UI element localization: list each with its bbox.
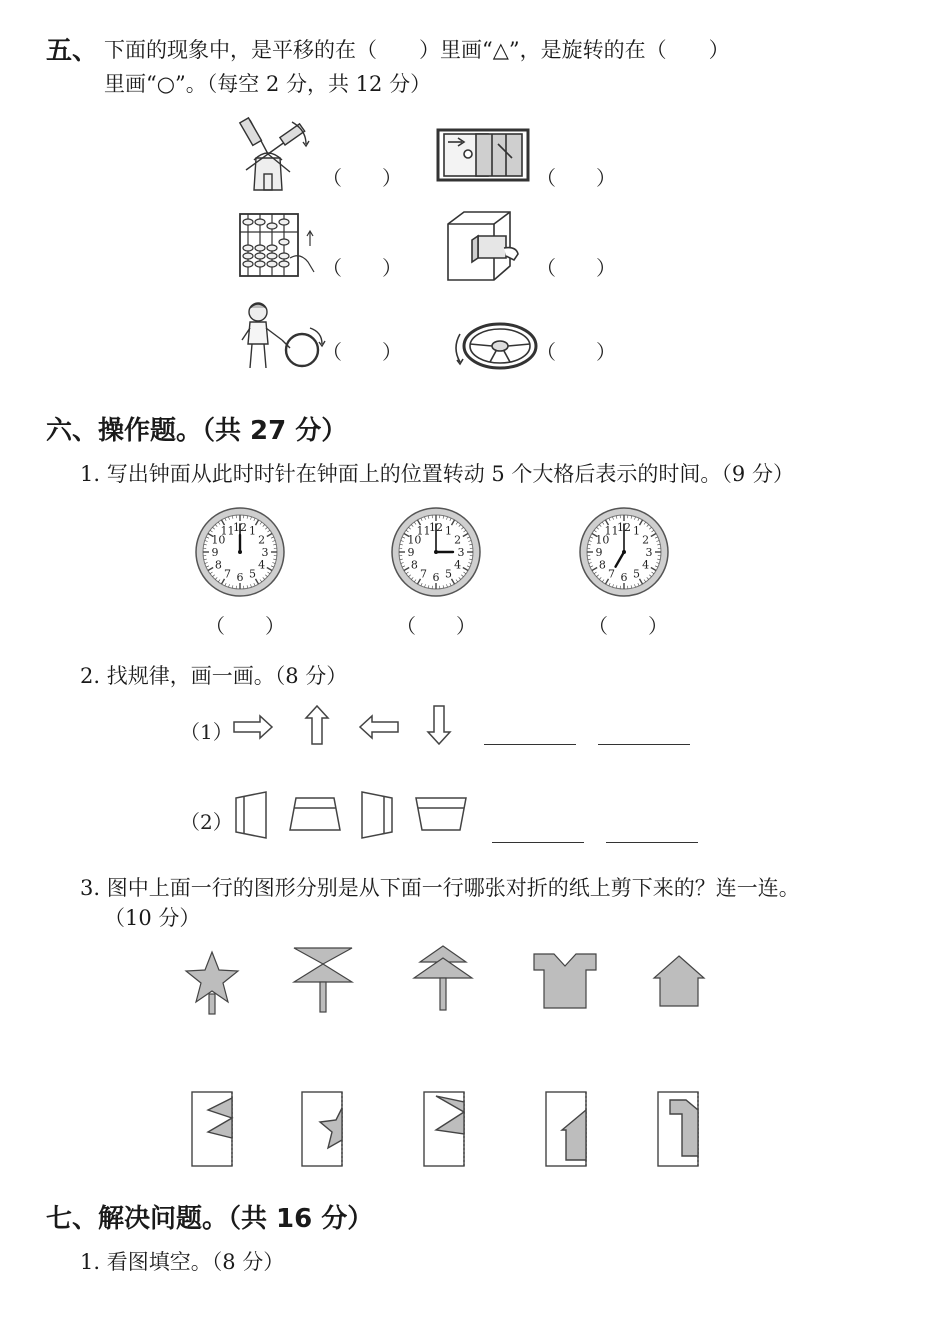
clock-number: 6 <box>620 571 628 584</box>
hourglass-tree-shape-icon[interactable] <box>292 946 354 1014</box>
section-5-instruction-line-1: 下面的现象中，是平移的在（ ）里画“△”，是旋转的在（ ） <box>104 38 730 62</box>
drawer-icon <box>444 210 524 282</box>
answer-paren[interactable]: （ ） <box>536 340 616 364</box>
trapezoid-up-icon <box>288 796 342 832</box>
clock-number: 10 <box>407 533 422 547</box>
clock-number: 12 <box>617 521 631 534</box>
clock-number: 8 <box>598 558 606 572</box>
answer-paren[interactable]: （ ） <box>322 256 402 280</box>
clock-number: 2 <box>642 533 650 547</box>
clock-number: 1 <box>445 524 452 538</box>
clock-number: 9 <box>595 546 603 559</box>
section-5-instruction-line-2: 里画“○”。（每空 2 分，共 12 分） <box>104 72 432 96</box>
clock-number: 2 <box>454 533 462 547</box>
q6-3-score: （10 分） <box>104 906 201 930</box>
clock-number: 1 <box>633 524 640 538</box>
clock-number: 11 <box>416 524 431 538</box>
clock-number: 5 <box>249 567 256 581</box>
section-6-heading: 六、操作题。（共 27 分） <box>46 416 348 446</box>
clock-number: 7 <box>224 567 231 581</box>
abacus-icon <box>238 212 320 278</box>
answer-paren[interactable]: （ ） <box>322 166 402 190</box>
arrow-left-icon <box>358 714 400 740</box>
boy-hoop-icon <box>238 300 328 372</box>
clock-number: 8 <box>214 558 222 572</box>
clock-number: 4 <box>454 558 462 572</box>
clock-answer-paren[interactable]: （ ） <box>396 614 476 638</box>
row-1-label: （1） <box>180 720 233 744</box>
clock-number: 7 <box>420 567 427 581</box>
clock-number: 5 <box>633 567 640 581</box>
clock-number: 6 <box>236 571 244 584</box>
trapezoid-down-icon <box>414 796 468 832</box>
arrow-right-icon <box>232 714 274 740</box>
half-star-paper-icon[interactable] <box>300 1090 346 1168</box>
clock-number: 10 <box>211 533 226 547</box>
clock-number: 3 <box>261 546 269 559</box>
clock-answer-paren[interactable]: （ ） <box>205 614 285 638</box>
clock-number: 7 <box>608 567 615 581</box>
star-shape-icon[interactable] <box>182 950 242 1016</box>
pattern-blank[interactable] <box>484 744 576 745</box>
q6-3-title: 3. 图中上面一行的图形分别是从下面一行哪张对折的纸上剪下来的？连一连。 <box>80 876 800 900</box>
clock-number: 2 <box>258 533 266 547</box>
arrow-up-icon <box>304 704 330 746</box>
pattern-blank[interactable] <box>606 842 698 843</box>
clock-number: 12 <box>429 521 443 534</box>
clock-number: 8 <box>410 558 418 572</box>
q7-1-title: 1. 看图填空。（8 分） <box>80 1250 285 1274</box>
pattern-blank[interactable] <box>492 842 584 843</box>
trapezoid-right-icon <box>360 790 394 840</box>
arrow-down-icon <box>426 704 452 746</box>
answer-paren[interactable]: （ ） <box>536 166 616 190</box>
answer-paren[interactable]: （ ） <box>536 256 616 280</box>
clock-face-3 <box>578 506 670 598</box>
clock-number: 11 <box>220 524 235 538</box>
windmill-icon <box>240 112 315 192</box>
half-shirt-paper-icon[interactable] <box>656 1090 702 1168</box>
clock-number: 4 <box>642 558 650 572</box>
clock-number: 9 <box>407 546 415 559</box>
clock-number: 5 <box>445 567 452 581</box>
clock-number: 3 <box>457 546 465 559</box>
clock-number: 3 <box>645 546 653 559</box>
q6-1-title: 1. 写出钟面从此时时针在钟面上的位置转动 5 个大格后表示的时间。（9 分） <box>80 462 794 486</box>
trapezoid-left-icon <box>234 790 268 840</box>
clock-number: 10 <box>595 533 610 547</box>
clock-number: 9 <box>211 546 219 559</box>
pine-tree-shape-icon[interactable] <box>412 944 474 1012</box>
half-house-paper-icon[interactable] <box>544 1090 590 1168</box>
clock-center-pin <box>622 550 626 554</box>
clock-number: 4 <box>258 558 266 572</box>
section-7-heading: 七、解决问题。（共 16 分） <box>46 1204 374 1234</box>
answer-paren[interactable]: （ ） <box>322 340 402 364</box>
section-5-heading: 五、 <box>46 36 99 66</box>
pattern-blank[interactable] <box>598 744 690 745</box>
shirt-shape-icon[interactable] <box>532 950 598 1010</box>
row-2-label: （2） <box>180 810 233 834</box>
clock-center-pin <box>434 550 438 554</box>
house-shape-icon[interactable] <box>652 954 706 1008</box>
clock-face-1 <box>194 506 286 598</box>
clock-number: 1 <box>249 524 256 538</box>
zigzag-paper-icon[interactable] <box>190 1090 236 1168</box>
clock-answer-paren[interactable]: （ ） <box>588 614 668 638</box>
clock-number: 11 <box>604 524 619 538</box>
clock-face-2 <box>390 506 482 598</box>
clock-number: 6 <box>432 571 440 584</box>
steering-wheel-icon <box>450 318 542 372</box>
sliding-window-icon <box>436 128 532 184</box>
triangle-paper-icon[interactable] <box>422 1090 468 1168</box>
clock-center-pin <box>238 550 242 554</box>
q6-2-title: 2. 找规律，画一画。（8 分） <box>80 664 348 688</box>
clock-number: 12 <box>233 521 247 534</box>
